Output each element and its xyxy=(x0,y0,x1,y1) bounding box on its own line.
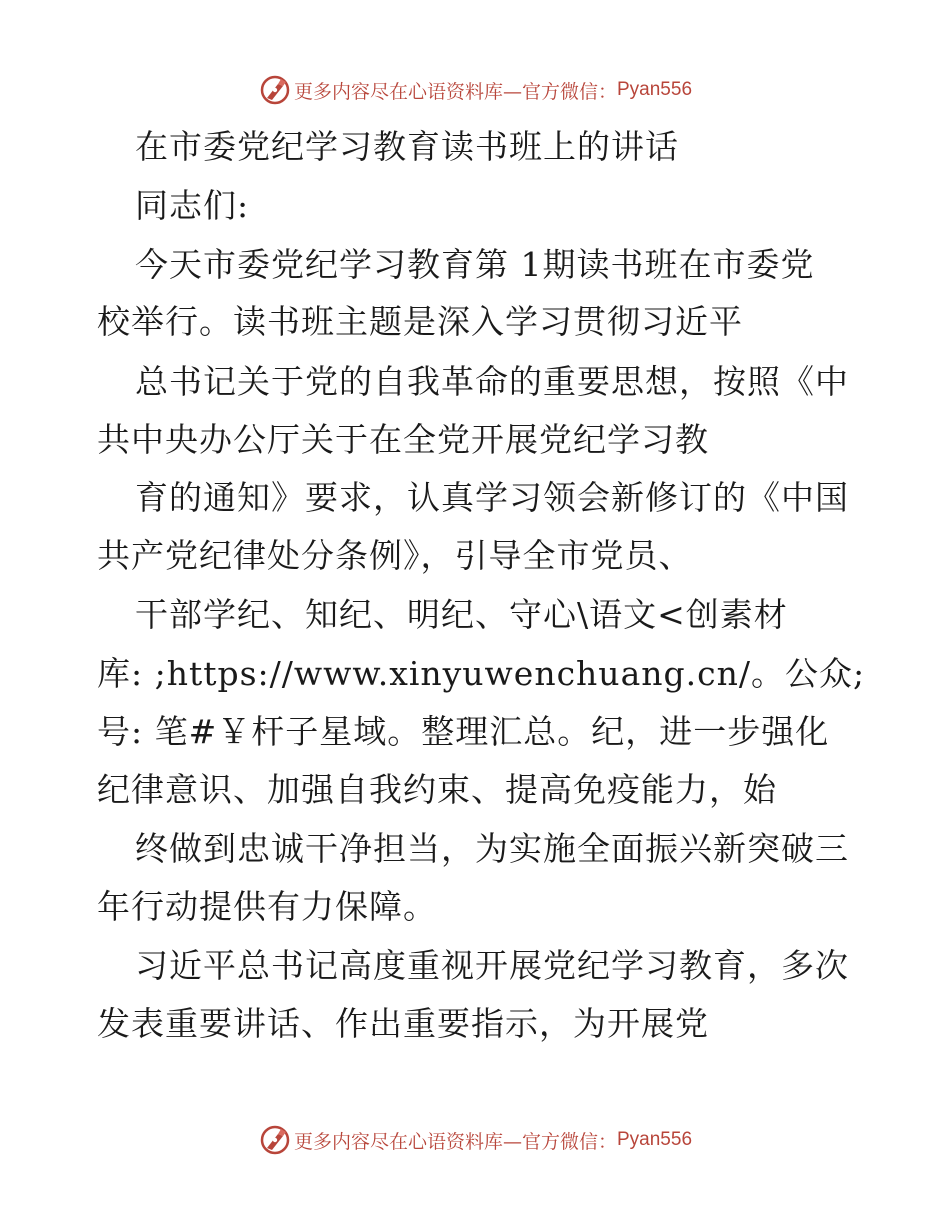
paragraph-line: 终做到忠诚干净担当，为实施全面振兴新突破三 xyxy=(135,829,849,868)
paragraph-line: 号: 笔#￥杆子星域。整理汇总。纪，进一步强化 xyxy=(97,712,830,751)
paragraph-line: 共产党纪律处分条例》，引导全市党员、 xyxy=(97,536,693,575)
paragraph-line: 今天市委党纪学习教育第 1期读书班在市委党 xyxy=(135,245,815,284)
footer-banner-text: 更多内容尽在心语资料库—官方微信： xyxy=(293,1130,617,1153)
paragraph-line: 习近平总书记高度重视开展党纪学习教育，多次 xyxy=(135,946,849,985)
paragraph-line: 校举行。读书班主题是深入学习贯彻习近平 xyxy=(97,302,743,341)
pen-nib-logo-icon xyxy=(258,1123,292,1157)
paragraph-line: 纪律意识、加强自我约束、提高免疫能力，始 xyxy=(97,770,777,809)
paragraph-line: 共中央办公厅关于在全党开展党纪学习教 xyxy=(97,420,709,459)
pen-nib-logo-icon xyxy=(258,73,292,107)
paragraph-line: 总书记关于党的自我革命的重要思想，按照《中 xyxy=(135,362,849,401)
header-wechat-handle: Pyan556 xyxy=(617,79,693,100)
paragraph-line: 年行动提供有力保障。 xyxy=(97,887,437,926)
footer-banner xyxy=(0,1120,950,1160)
paragraph-line: 育的通知》要求，认真学习领会新修订的《中国 xyxy=(135,478,849,517)
paragraph-line: 发表重要讲话、作出重要指示，为开展党 xyxy=(97,1004,709,1043)
paragraph-line: 干部学纪、知纪、明纪、守心\语文<创素材 xyxy=(135,595,788,634)
salutation: 同志们: xyxy=(135,186,250,225)
document-title: 在市委党纪学习教育读书班上的讲话 xyxy=(135,127,679,166)
paragraph-line: 库: ;https://www.xinyuwenchuang.cn/。公众; xyxy=(97,654,866,693)
header-banner xyxy=(0,70,950,110)
header-banner-text: 更多内容尽在心语资料库—官方微信： xyxy=(293,80,617,103)
footer-wechat-handle: Pyan556 xyxy=(617,1129,693,1150)
